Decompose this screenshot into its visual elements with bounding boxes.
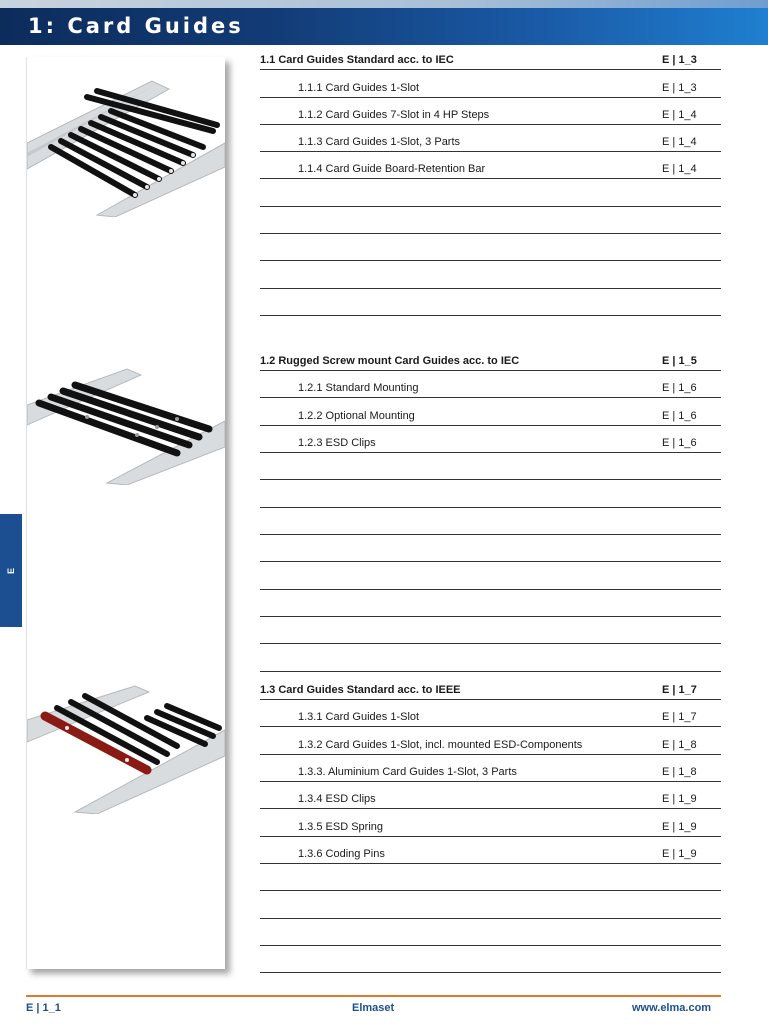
toc-item-title: 1.3.2 Card Guides 1-Slot, incl. mounted ESD-Components [298,739,583,751]
toc-item-title: 1.3.5 ESD Spring [298,821,383,833]
card-guides-iec-image [27,75,225,217]
toc-section-1-2[interactable] [260,347,721,371]
toc-blank-line [260,949,721,973]
toc-item-title: 1.1.2 Card Guides 7-Slot in 4 HP Steps [298,109,490,121]
toc-item-title: 1.3.1 Card Guides 1-Slot [298,711,420,723]
toc-section-page: E | 1_7 [662,684,697,696]
toc-blank-line [260,484,721,508]
toc-blank-line [260,538,721,562]
toc-item-page: E | 1_6 [662,410,697,422]
toc-item-1-3-2[interactable] [260,731,721,755]
toc-section-title: 1.3 Card Guides Standard acc. to IEEE [260,684,461,696]
toc-section-1-3[interactable] [260,676,721,700]
toc-item-1-2-2[interactable] [260,402,721,426]
toc-blank-line [260,210,721,234]
toc-item-title: 1.1.1 Card Guides 1-Slot [298,82,420,94]
toc-item-1-2-1[interactable] [260,374,721,398]
toc-blank-line [260,648,721,672]
toc-item-title: 1.1.3 Card Guides 1-Slot, 3 Parts [298,136,461,148]
toc-item-1-3-6[interactable] [260,840,721,864]
toc-blank-line [260,265,721,289]
toc-blank-line [260,867,721,891]
toc-blank-line [260,895,721,919]
toc-section-page: E | 1_5 [662,355,697,367]
toc-item-page: E | 1_9 [662,793,697,805]
side-tab-label: E [5,567,16,574]
product-image-column [26,57,225,969]
toc-item-page: E | 1_6 [662,382,697,394]
toc-item-page: E | 1_4 [662,109,697,121]
footer-rule [26,995,721,997]
toc-blank-line [260,593,721,617]
toc-blank-line [260,292,721,316]
toc-item-title: 1.3.3. Aluminium Card Guides 1-Slot, 3 Parts [298,766,517,778]
header-bar [0,8,768,45]
toc-item-1-2-3[interactable] [260,429,721,453]
toc-item-1-3-4[interactable] [260,785,721,809]
toc-section-title: 1.2 Rugged Screw mount Card Guides acc. to IEC [260,355,520,367]
toc-item-page: E | 1_3 [662,82,697,94]
toc-item-page: E | 1_6 [662,437,697,449]
toc-section-title: 1.1 Card Guides Standard acc. to IEC [260,54,454,66]
toc-item-1-1-3[interactable] [260,128,721,152]
toc-item-1-1-4[interactable] [260,155,721,179]
toc-item-title: 1.2.1 Standard Mounting [298,382,419,394]
toc-item-page: E | 1_8 [662,739,697,751]
toc-blank-line [260,922,721,946]
footer-page-number: E | 1_1 [26,1002,61,1014]
toc-item-page: E | 1_7 [662,711,697,723]
toc-item-1-1-2[interactable] [260,101,721,125]
card-guides-ieee-image [27,684,225,814]
footer-brand: Elmaset [352,1002,395,1014]
toc-item-title: 1.2.2 Optional Mounting [298,410,415,422]
toc-item-1-1-1[interactable] [260,74,721,98]
toc-section-page: E | 1_3 [662,54,697,66]
toc-item-page: E | 1_9 [662,821,697,833]
toc-item-page: E | 1_4 [662,136,697,148]
toc-item-1-3-3[interactable] [260,758,721,782]
top-gradient-strip [0,0,768,8]
toc-item-title: 1.3.4 ESD Clips [298,793,376,805]
toc-blank-line [260,566,721,590]
toc-section-1-1[interactable] [260,46,721,70]
toc-blank-line [260,620,721,644]
footer-url-link[interactable]: www.elma.com [632,1002,712,1014]
toc-item-page: E | 1_9 [662,848,697,860]
section-side-tab [0,514,22,627]
toc-item-title: 1.1.4 Card Guide Board-Retention Bar [298,163,486,175]
rugged-card-guides-image [27,365,225,485]
toc-item-page: E | 1_8 [662,766,697,778]
toc-item-page: E | 1_4 [662,163,697,175]
toc-item-title: 1.2.3 ESD Clips [298,437,376,449]
toc-item-1-3-5[interactable] [260,813,721,837]
toc-blank-line [260,456,721,480]
toc-blank-line [260,183,721,207]
toc-blank-line [260,237,721,261]
toc-item-1-3-1[interactable] [260,703,721,727]
toc-item-title: 1.3.6 Coding Pins [298,848,385,860]
toc-blank-line [260,511,721,535]
page-title: 1: Card Guides [28,14,244,38]
